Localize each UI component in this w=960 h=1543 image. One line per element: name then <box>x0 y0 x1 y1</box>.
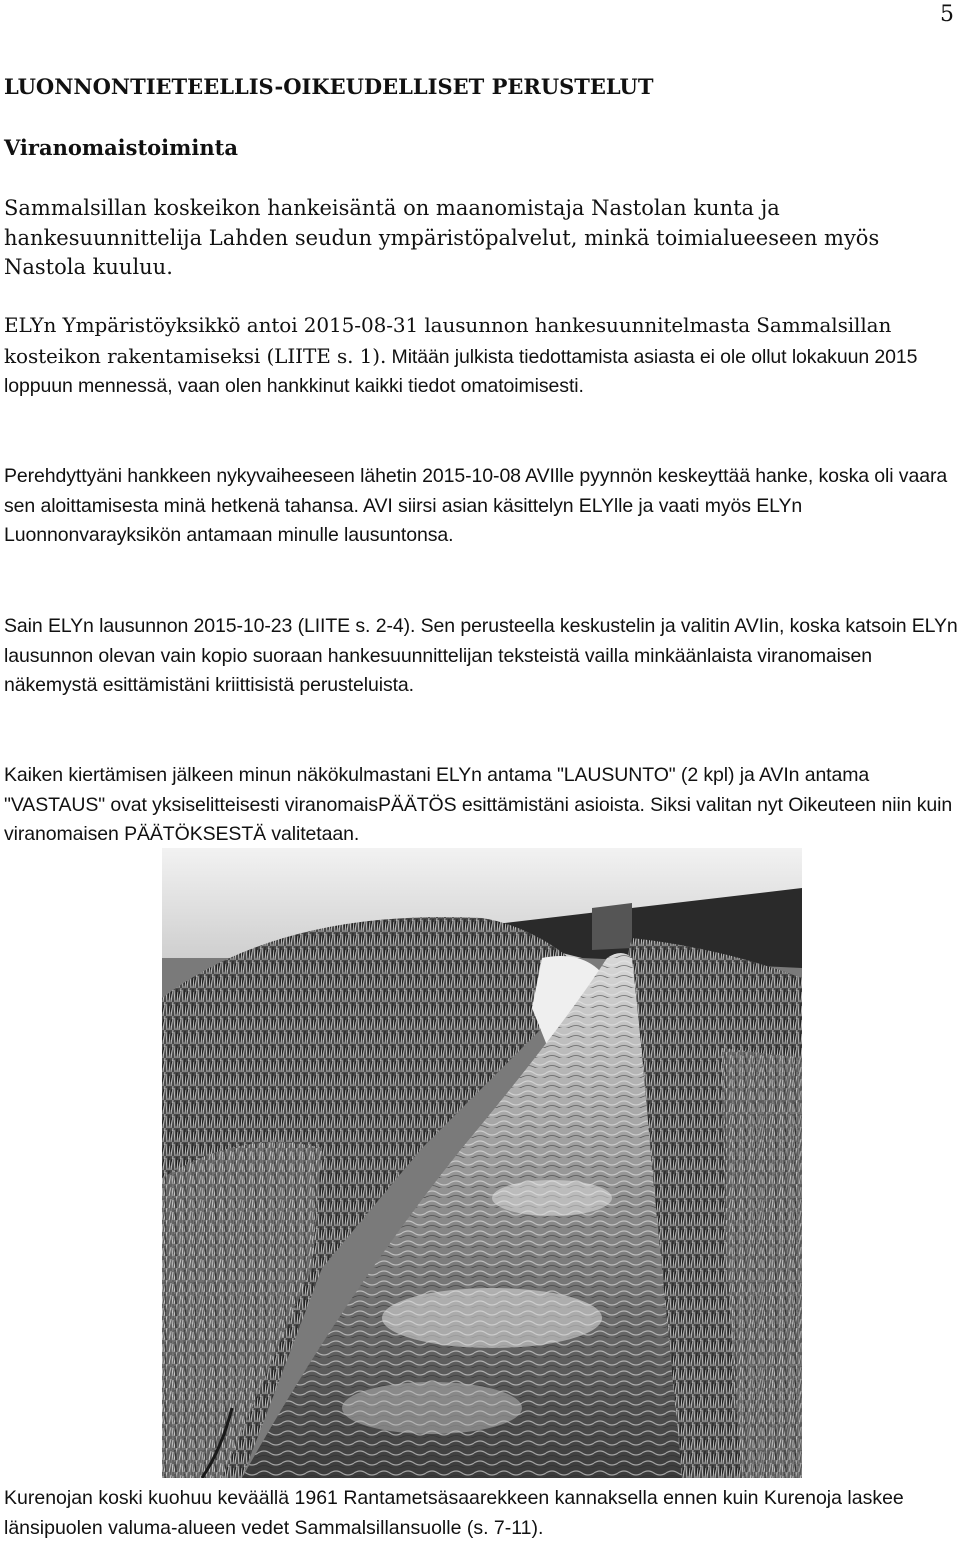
stream-photo <box>162 848 802 1478</box>
paragraph-2-text <box>4 311 959 402</box>
paragraph-5 <box>4 761 959 850</box>
paragraph-4-text: Sain ELYn lausunnon 2015-10-23 (LIITE s. 2-4). Sen perusteella keskustelin ja valitin AVIin, koska katsoin ELYn lausunnon olevan vain kopio suoraan hankesuunnittelijan teksteistä vailla minkäänlaista viranomaisen näkemystä esittämistäni kriittisistä perusteluista. <box>4 615 958 696</box>
paragraph-2-serif-part: ELYn Ympäristöyksikkö antoi 2015-08-31 lausunnon hankesuunnitelmasta Sammalsillan kosteikon rakentamiseksi (LIITE s. 1). <box>4 313 892 368</box>
section-heading: Viranomaistoiminta <box>4 135 238 160</box>
paragraph-4 <box>4 612 959 701</box>
page-title: LUONNONTIETEELLIS-OIKEUDELLISET PERUSTELUT <box>4 74 654 99</box>
page-number: 5 <box>940 2 954 27</box>
photo-caption: Kurenojan koski kuohuu keväällä 1961 Rantametsäsaarekkeen kannaksella ennen kuin Kurenoja laskee länsipuolen valuma-alueen vedet Sammalsillansuolle (s. 7-11). <box>4 1487 904 1539</box>
paragraph-5-text: Kaiken kiertämisen jälkeen minun näkökulmastani ELYn antama "LAUSUNTO" (2 kpl) ja AVIn antama "VASTAUS" ovat yksiselitteisesti viranomaisPÄÄTÖS esittämistäni asioista. Siksi valitan nyt Oikeuteen niin kuin viranomaisen PÄÄTÖKSESTÄ valitetaan. <box>4 764 953 845</box>
paragraph-2-sans-part: Mitään julkista tiedottamista asiasta ei ole ollut lokakuun 2015 loppuun mennessä, vaan olen hankkinut kaikki tiedot omatoimisesti. <box>4 345 918 397</box>
paragraph-2 <box>4 311 959 402</box>
paragraph-1 <box>4 194 954 283</box>
paragraph-3-text: Perehdyttyäni hankkeen nykyvaiheeseen lähetin 2015-10-08 AVIlle pyynnön keskeyttää hanke, koska oli vaara sen aloittamisesta minä hetkenä tahansa. AVI siirsi asian käsittelyn ELYlle ja vaati myös ELYn Luonnonvarayksikön antamaan minulle lausuntonsa. <box>4 465 948 546</box>
paragraph-3 <box>4 462 959 551</box>
paragraph-1-text: Sammalsillan koskeikon hankeisäntä on maanomistaja Nastolan kunta ja hankesuunnittelija Lahden seudun ympäristöpalvelut, minkä toimialueeseen myös Nastola kuuluu. <box>4 196 880 279</box>
